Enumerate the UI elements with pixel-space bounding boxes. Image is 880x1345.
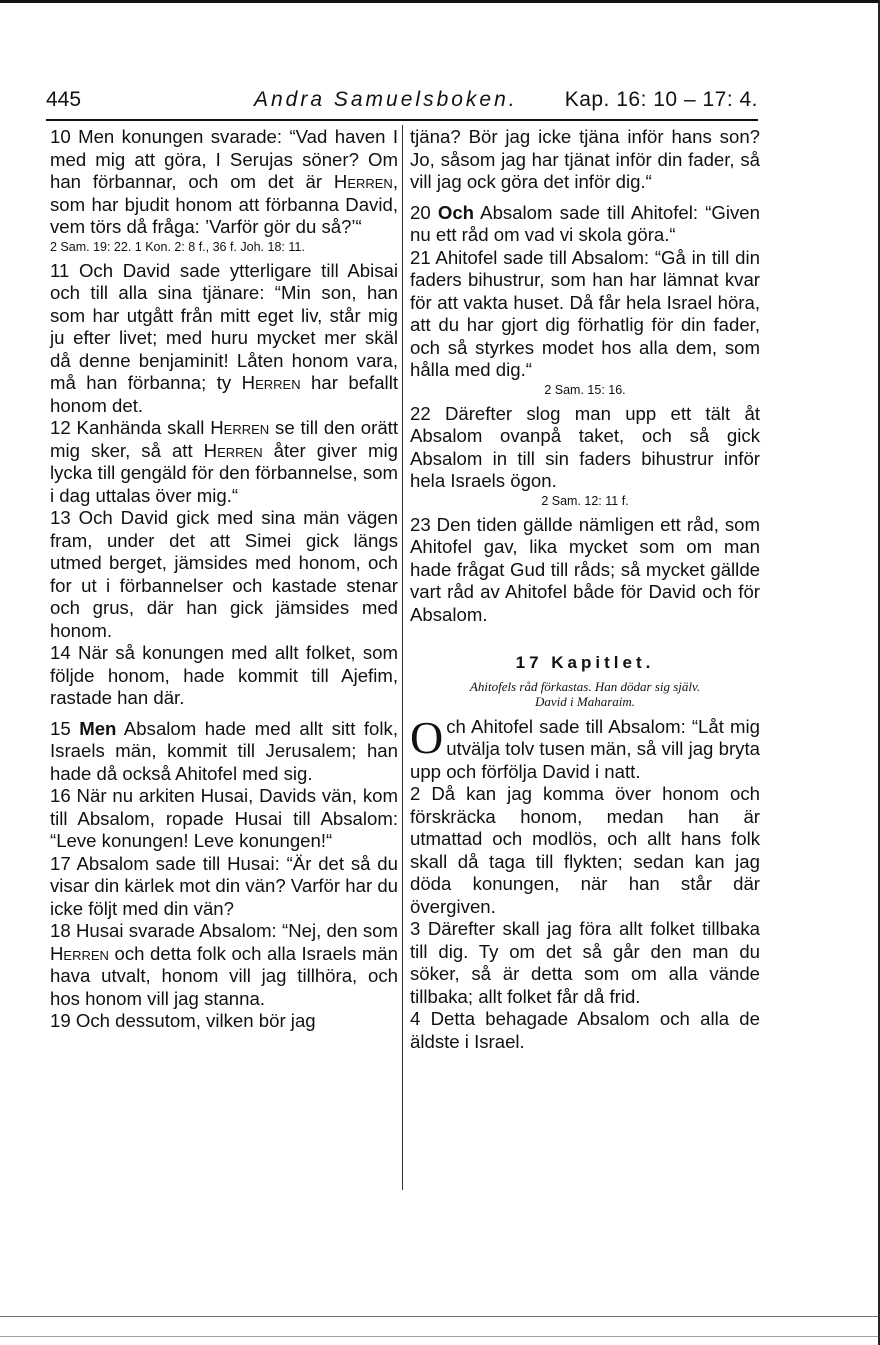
chapter-17-verse-3: 3 Därefter skall jag föra allt folket tillbaka till dig. Ty om det så går den man du söker, så är detta som om alla vände tillbaka; allt folket får då frid. xyxy=(410,918,760,1007)
running-title: Andra Samuelsboken. xyxy=(254,88,518,111)
lord-name: Herren xyxy=(241,372,301,393)
verse-number: 15 xyxy=(50,717,71,739)
chapter-heading: 17 Kapitlet. xyxy=(515,653,655,672)
verse-number: 4 xyxy=(410,1008,421,1029)
scan-artifact-line xyxy=(0,1336,880,1337)
page-number: 445 xyxy=(46,88,82,111)
verse-number: 16 xyxy=(50,785,71,806)
verse-19: 19 Och dessutom, vilken bör jag xyxy=(50,1010,316,1031)
chapter-17-verse-1: Och Ahitofel sade till Absalom: “Låt mig utvälja tolv tusen män, så vill jag bryta upp och förfölja David i natt. xyxy=(410,711,760,782)
verse-number: 19 xyxy=(50,1010,71,1031)
section-lead-word: Men xyxy=(79,717,117,739)
chapter-summary-line: Ahitofels råd förkastas. Han dödar sig själv. xyxy=(469,678,701,694)
chapter-summary xyxy=(410,679,760,709)
verse-number: 13 xyxy=(50,507,71,528)
verse-10: 10 Men konungen svarade: “Vad haven I med mig att göra, I Serujas söner? Om han förbannar, och om det är Herren, som har bjudit honom att förbanna David, vem törs då fråga: ’Varför gör du så?’“ xyxy=(50,126,398,237)
verse-11: 11 Och David sade ytterligare till Abisai och till alla sina tjänare: “Min son, han som har utgått från mitt eget liv, står mig ju efter livet; med huru mycket mer skäl då denne benjaminit! Låten honom vara, må han förbanna; ty Herren har befallt honom det. xyxy=(50,259,398,416)
verse-number: 18 xyxy=(50,920,71,941)
header-rule xyxy=(46,119,758,121)
lord-name: Herren xyxy=(210,417,270,438)
verse-13: 13 Och David gick med sina män vägen fram, under det att Simei gick längs utmed berget, jämsides med honom, och for ut i förbannelser och kastade stenar och grus, där han gick jämsides med honom. xyxy=(50,507,398,641)
verse-number: 3 xyxy=(410,918,421,939)
column-divider xyxy=(402,125,403,1190)
verse-number: 23 xyxy=(410,513,431,535)
verse-number: 10 xyxy=(50,126,71,147)
verse-number: 14 xyxy=(50,642,71,663)
page-header xyxy=(46,84,758,116)
verse-15: 15 Men Absalom hade med allt sitt folk, Israels män, kommit till Jerusalem; han hade då också Ahitofel med sig. xyxy=(50,717,398,784)
section-lead-word: Och xyxy=(437,201,475,223)
verse-18: 18 Husai svarade Absalom: “Nej, den som Herren och detta folk och alla Israels män hava utvalt, honom vill jag tillhöra, och hos honom vill jag stanna. xyxy=(50,920,398,1009)
verse-number: 22 xyxy=(410,402,431,424)
scan-top-edge xyxy=(0,0,880,3)
cross-reference: 2 Sam. 19: 22. 1 Kon. 2: 8 f., 36 f. Joh. 18: 11. xyxy=(50,239,305,254)
lord-name: Herren xyxy=(50,942,109,964)
verse-12: 12 Kanhända skall Herren se till den orätt mig sker, så att Herren åter giver mig lycka till gengäld för den förbannelse, som i dag uttalas över mig.“ xyxy=(50,417,399,506)
verse-20: 20 Och Absalom sade till Ahitofel: “Given nu ett råd om vad vi skola göra.“ xyxy=(410,201,760,245)
verse-16: 16 När nu arkiten Husai, Davids vän, kom till Absalom, ropade Husai till Absalom: “Leve konungen! Leve konungen!“ xyxy=(50,785,398,851)
verse-14: 14 När så konungen med allt folket, som följde honom, hade kommit till Ajefim, rastade han där. xyxy=(50,642,398,708)
cross-reference: 2 Sam. 15: 16. xyxy=(544,382,626,397)
chapter-summary-line: David i Maharaim. xyxy=(534,693,636,709)
verse-17: 17 Absalom sade till Husai: “Är det så du visar din kärlek mot din vän? Varför har du icke följt med din vän? xyxy=(50,852,398,919)
lord-name: Herren xyxy=(203,439,263,461)
scan-artifact-line xyxy=(0,1316,880,1317)
chapter-17-verse-4: 4 Detta behagade Absalom och alla de äldste i Israel. xyxy=(410,1008,760,1052)
verse-number: 12 xyxy=(50,417,71,438)
chapter-reference: Kap. 16: 10 – 17: 4. xyxy=(564,88,758,111)
drop-cap: O xyxy=(410,711,444,763)
right-column xyxy=(410,126,760,1053)
verse-number: 21 xyxy=(410,246,431,268)
verse-23: 23 Den tiden gällde nämligen ett råd, som Ahitofel gav, lika mycket som om man hade frågat Gud till råds; så mycket gällde vart råd av Ahitofel både för David och för Absalom. xyxy=(410,513,760,625)
verse-number: 20 xyxy=(410,201,431,223)
verse-21: 21 Ahitofel sade till Absalom: “Gå in till din faders bihustrur, som han har lämnat kvar för att vakta huset. Då får hela Israel höra, att du har gjort dig förhatlig för din fader, och så styrkes modet hos alla dem, som hålla med dig.“ xyxy=(410,246,760,380)
lord-name: Herren xyxy=(333,171,393,192)
verse-number: 2 xyxy=(410,783,421,804)
left-column xyxy=(50,126,398,1033)
chapter-17-verse-2: 2 Då kan jag komma över honom och förskräcka honom, medan han är utmattad och modlös, och allt hans folk skall då taga till flykten; sedan kan jag döda konungen, när han står där övergiven. xyxy=(410,783,760,917)
cross-reference: 2 Sam. 12: 11 f. xyxy=(541,493,629,508)
verse-number: 11 xyxy=(50,259,70,281)
verse-number: 17 xyxy=(50,852,71,874)
verse-22: 22 Därefter slog man upp ett tält åt Absalom ovanpå taket, och så gick Absalom in till sin faders bihustrur inför hela Israels ögon. xyxy=(410,402,760,491)
verse-19-continued: tjäna? Bör jag icke tjäna inför hans son? Jo, såsom jag har tjänat inför din fader, så vill jag ock göra det inför dig.“ xyxy=(410,126,760,192)
